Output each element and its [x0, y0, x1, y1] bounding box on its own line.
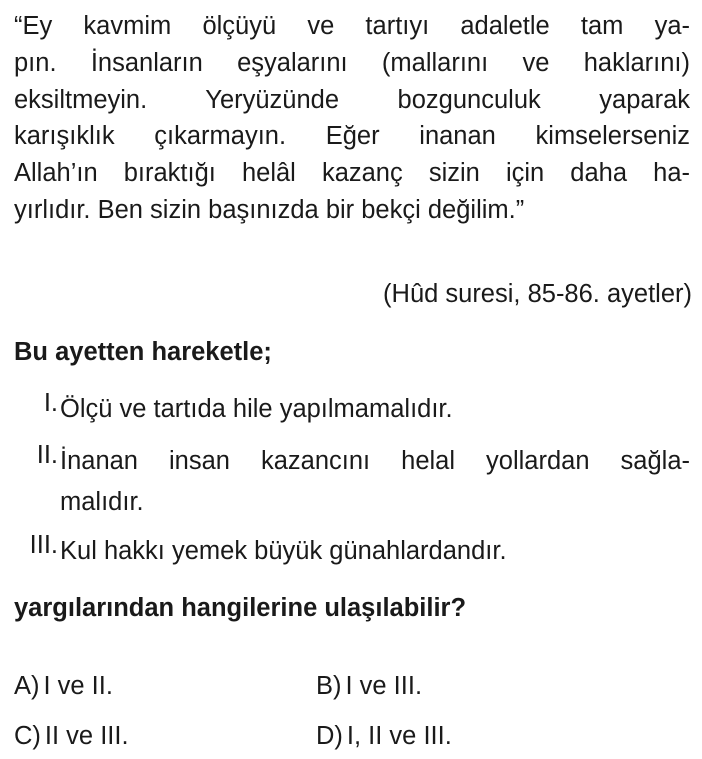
- option-letter: D): [316, 722, 343, 750]
- verse-source: (Hûd suresi, 85-86. ayetler): [383, 280, 692, 308]
- question-stem: Bu ayetten hareketle;: [14, 338, 272, 366]
- option-b[interactable]: [316, 668, 422, 704]
- quote-line: “Ey kavmim ölçüyü ve tartıyı adaletle tam ya-: [14, 12, 690, 40]
- option-c[interactable]: [14, 718, 129, 754]
- quote-line: yırlıdır. Ben sizin başınızda bir bekçi değilim.”: [14, 195, 525, 224]
- quote-line: eksiltmeyin. Yeryüzünde bozgunculuk yaparak: [14, 85, 690, 114]
- statement-text: İnanan insan kazancını helal yollardan sağla-: [60, 447, 690, 475]
- option-letter: C): [14, 722, 41, 750]
- option-text: II ve III.: [44, 722, 129, 750]
- quote-line: pın. İnsanların eşyalarını (mallarını ve haklarını): [14, 48, 690, 77]
- statement-number: II.: [36, 441, 58, 469]
- question-text: yargılarından hangilerine ulaşılabilir?: [14, 594, 467, 622]
- statement-text: Kul hakkı yemek büyük günahlardandır.: [60, 537, 507, 565]
- option-text: I ve III.: [345, 672, 423, 700]
- statement-number: I.: [43, 389, 58, 417]
- quote-line: karışıklık çıkarmayın. Eğer inanan kimselerseniz: [14, 122, 690, 151]
- verse-quote: [14, 8, 690, 229]
- statement-number: III.: [29, 531, 58, 559]
- quote-line: Allah’ın bıraktığı helâl kazanç sizin için daha ha-: [14, 159, 690, 188]
- statement-text: malıdır.: [60, 488, 144, 516]
- option-d[interactable]: [316, 718, 452, 754]
- option-text: I ve II.: [43, 672, 113, 700]
- option-letter: A): [14, 672, 40, 700]
- option-text: I, II ve III.: [346, 722, 452, 750]
- option-a[interactable]: [14, 668, 113, 704]
- statement-text: Ölçü ve tartıda hile yapılmamalıdır.: [60, 395, 453, 423]
- option-letter: B): [316, 672, 342, 700]
